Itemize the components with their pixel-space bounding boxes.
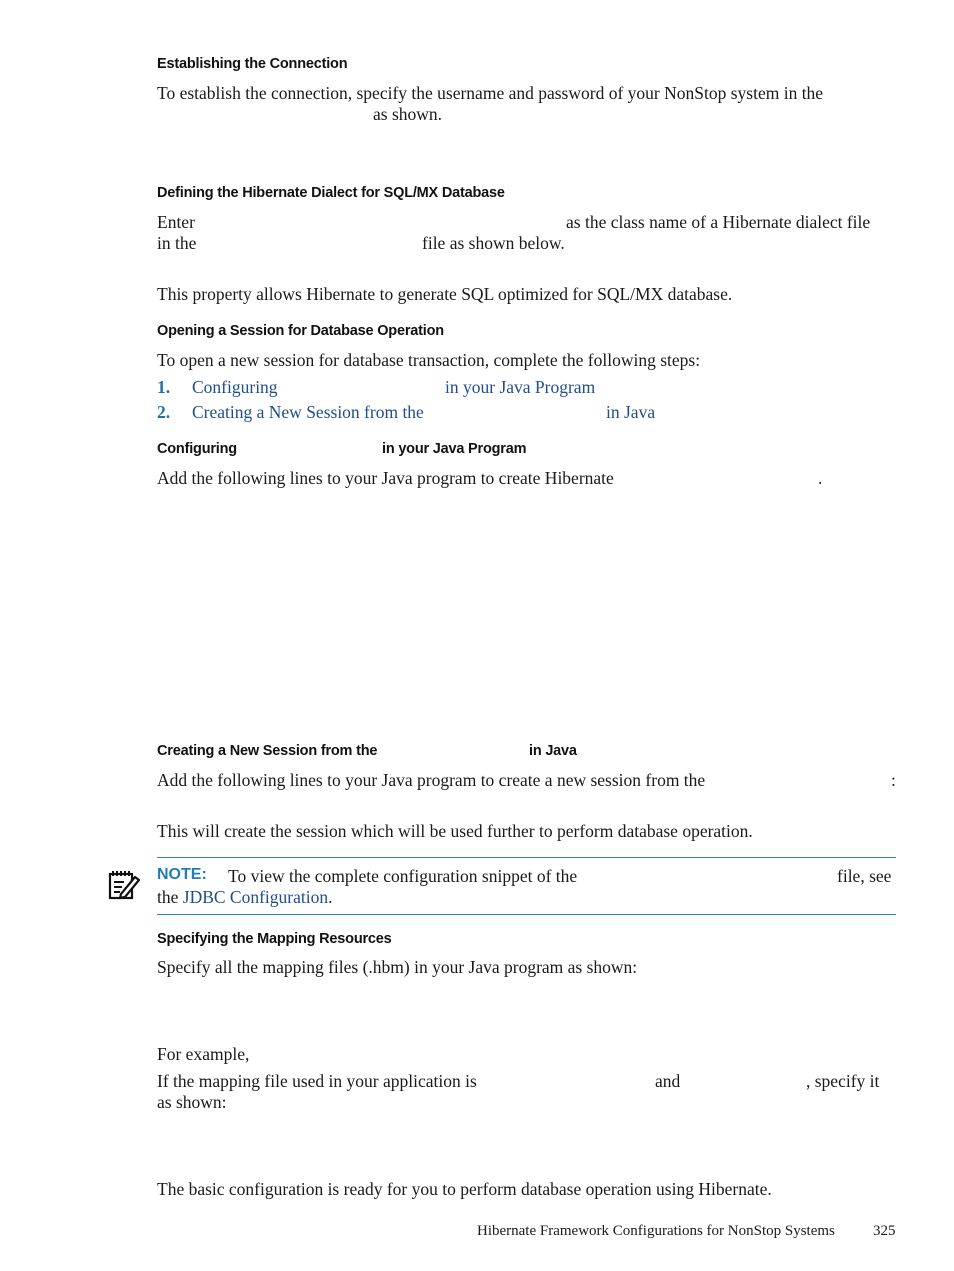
jdbc-configuration-link[interactable]: JDBC Configuration [182, 887, 329, 907]
session-intro: To open a new session for database transaction, complete the following steps: [157, 350, 701, 370]
note-text-b: file, see [837, 866, 892, 886]
creating-colon: : [891, 770, 896, 790]
configuring-period: . [818, 468, 823, 488]
dialect-file-shown: file as shown below. [422, 233, 565, 253]
note-line2 [157, 887, 333, 908]
note-top-rule [157, 857, 896, 858]
step-2-number: 2. [157, 402, 171, 422]
dialect-in-the: in the [157, 233, 197, 253]
mapping-example: For example, [157, 1044, 250, 1064]
heading-mapping-resources: Specifying the Mapping Resources [157, 931, 392, 947]
creating-text: Add the following lines to your Java program to create a new session from the [157, 770, 706, 790]
footer-page-number: 325 [873, 1223, 896, 1239]
step-1-link-a[interactable]: Configuring [192, 377, 278, 397]
heading-creating-session-a: Creating a New Session from the [157, 743, 378, 759]
note-text-a: To view the complete configuration snippet of the [228, 866, 578, 886]
footer-title: Hibernate Framework Configurations for NonStop Systems [477, 1223, 835, 1239]
dialect-class-name-text: as the class name of a Hibernate dialect file [566, 212, 871, 232]
mapping-line1-c: , specify it [806, 1071, 880, 1091]
note-the: the [157, 887, 179, 907]
heading-opening-session: Opening a Session for Database Operation [157, 323, 444, 339]
step-1-link-b[interactable]: in your Java Program [445, 377, 596, 397]
heading-configuring-b: in your Java Program [382, 441, 527, 457]
establish-line-2: as shown. [373, 104, 443, 124]
dialect-property-para: This property allows Hibernate to generate SQL optimized for SQL/MX database. [157, 284, 733, 304]
heading-establishing-connection: Establishing the Connection [157, 56, 348, 72]
mapping-final: The basic configuration is ready for you to perform database operation using Hibernate. [157, 1179, 772, 1199]
mapping-intro: Specify all the mapping files (.hbm) in your Java program as shown: [157, 957, 638, 977]
heading-configuring-a: Configuring [157, 441, 237, 457]
note-period: . [328, 887, 333, 907]
note-label: NOTE: [157, 866, 207, 883]
dialect-enter: Enter [157, 212, 195, 232]
mapping-line1-b: and [655, 1071, 681, 1091]
step-1-number: 1. [157, 377, 171, 397]
configuring-text: Add the following lines to your Java program to create Hibernate [157, 468, 614, 488]
heading-creating-session-b: in Java [529, 743, 577, 759]
note-bottom-rule [157, 914, 896, 915]
step-2-link-a[interactable]: Creating a New Session from the [192, 402, 424, 422]
note-pencil-icon [107, 868, 141, 902]
step-2-link-b[interactable]: in Java [606, 402, 656, 422]
mapping-line1-a: If the mapping file used in your application is [157, 1071, 477, 1091]
heading-hibernate-dialect: Defining the Hibernate Dialect for SQL/MX Database [157, 185, 505, 201]
establish-line-1: To establish the connection, specify the username and password of your NonStop system in the [157, 83, 824, 103]
mapping-line2: as shown: [157, 1092, 227, 1112]
creating-para: This will create the session which will be used further to perform database operation. [157, 821, 753, 841]
